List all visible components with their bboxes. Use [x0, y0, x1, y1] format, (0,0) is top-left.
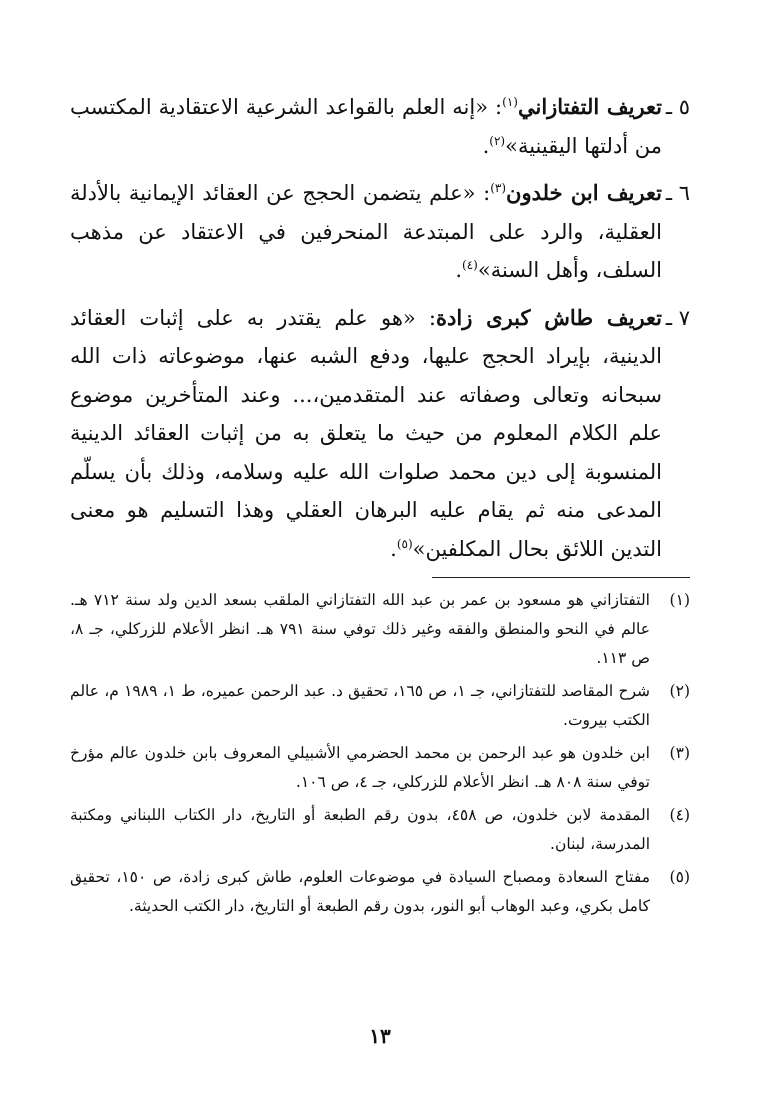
footnote-2: [70, 677, 690, 735]
definition-body: : «هو علم يقتدر به على إثبات العقائد الدينية، بإيراد الحجج عليها، ودفع الشبه عنها، موضوعاته ذات الله سبحانه وتعالى وصفاته عند المتقدمين،... وعند المتأخرين موضوع علم الكلام المعلوم من حيث ما يتعلق به من إثبات العقائد الدينية المنسوبة إلى دين محمد صلوات الله عليه وسلامه، وذلك بأن يسلّم المدعى منه ثم يقام عليه البرهان العقلي وهذا التسليم هو معنى التدين اللائق بحال المكلفين»: [70, 305, 662, 561]
footnote-5: [70, 863, 690, 921]
footnote-number: (١): [669, 591, 690, 609]
definition-7: [70, 299, 690, 569]
definition-end: .: [482, 133, 490, 158]
footnote-ref[interactable]: (٣): [490, 181, 507, 195]
definition-number: ٧ ـ: [665, 305, 690, 330]
definition-end: .: [390, 536, 397, 561]
footnote-ref[interactable]: (١): [502, 95, 518, 109]
footnote-number: (٣): [669, 744, 690, 762]
definition-body: : «إنه العلم بالقواعد الشرعية الاعتقادية المكتسب من أدلتها اليقينية»: [70, 95, 662, 158]
definition-5: [70, 88, 690, 165]
footnote-text: التفتازاني هو مسعود بن عمر بن عبد الله التفتازاني الملقب بسعد الدين ولد سنة ٧١٢ هـ. عالم في النحو والمنطق والفقه وغير ذلك توفي سنة ٧٩١ هـ. انظر الأعلام للزركلي، جـ ٨، ص ١١٣.: [70, 591, 650, 667]
footnote-number: (٢): [669, 682, 690, 700]
definition-heading: تعريف التفتازاني: [517, 94, 662, 119]
footnote-number: (٥): [669, 868, 690, 886]
footnote-4: [70, 801, 690, 859]
footnote-ref[interactable]: (٢): [489, 133, 506, 148]
footnote-number: (٤): [669, 806, 690, 824]
footnote-text: المقدمة لابن خلدون، ص ٤٥٨، بدون رقم الطبعة أو التاريخ، دار الكتاب اللبناني ومكتبة المدرسة، لبنان.: [70, 806, 650, 853]
footnote-text: مفتاح السعادة ومصباح السيادة في موضوعات العلوم، طاش كبرى زادة، ص ١٥٠، تحقيق كامل بكري، وعبد الوهاب أبو النور، بدون رقم الطبعة أو التاريخ، دار الكتب الحديثة.: [70, 868, 650, 915]
footnote-text: شرح المقاصد للتفتازاني، جـ ١، ص ١٦٥، تحقيق د. عبد الرحمن عميره، ط ١، ١٩٨٩ م، عالم الكتب بيروت.: [70, 682, 650, 729]
footnote-3: [70, 739, 690, 797]
definition-number: ٥ ـ: [665, 95, 690, 119]
footnotes: [70, 586, 690, 921]
footnote-separator: [432, 577, 690, 578]
definition-heading: تعريف طاش كبرى زادة: [436, 304, 662, 330]
page-number: ١٣: [369, 1024, 391, 1048]
definition-6: [70, 174, 690, 290]
footnote-ref[interactable]: (٤): [462, 258, 478, 272]
footnote-ref[interactable]: (٥): [396, 536, 413, 551]
footnote-text: ابن خلدون هو عبد الرحمن بن محمد الحضرمي الأشبيلي المعروف بابن خلدون عالم مؤرخ توفي سنة ٨٠٨ هـ. انظر الأعلام للزركلي، جـ ٤، ص ١٠٦.: [70, 744, 650, 791]
definition-body: : «علم يتضمن الحجج عن العقائد الإيمانية بالأدلة العقلية، والرد على المبتدعة المنحرفين في الاعتقاد عن مذهب السلف، وأهل السنة»: [70, 181, 662, 282]
footnote-1: [70, 586, 690, 673]
definition-end: .: [455, 258, 463, 282]
definition-number: ٦ ـ: [665, 181, 690, 205]
definition-heading: تعريف ابن خلدون: [506, 180, 662, 205]
